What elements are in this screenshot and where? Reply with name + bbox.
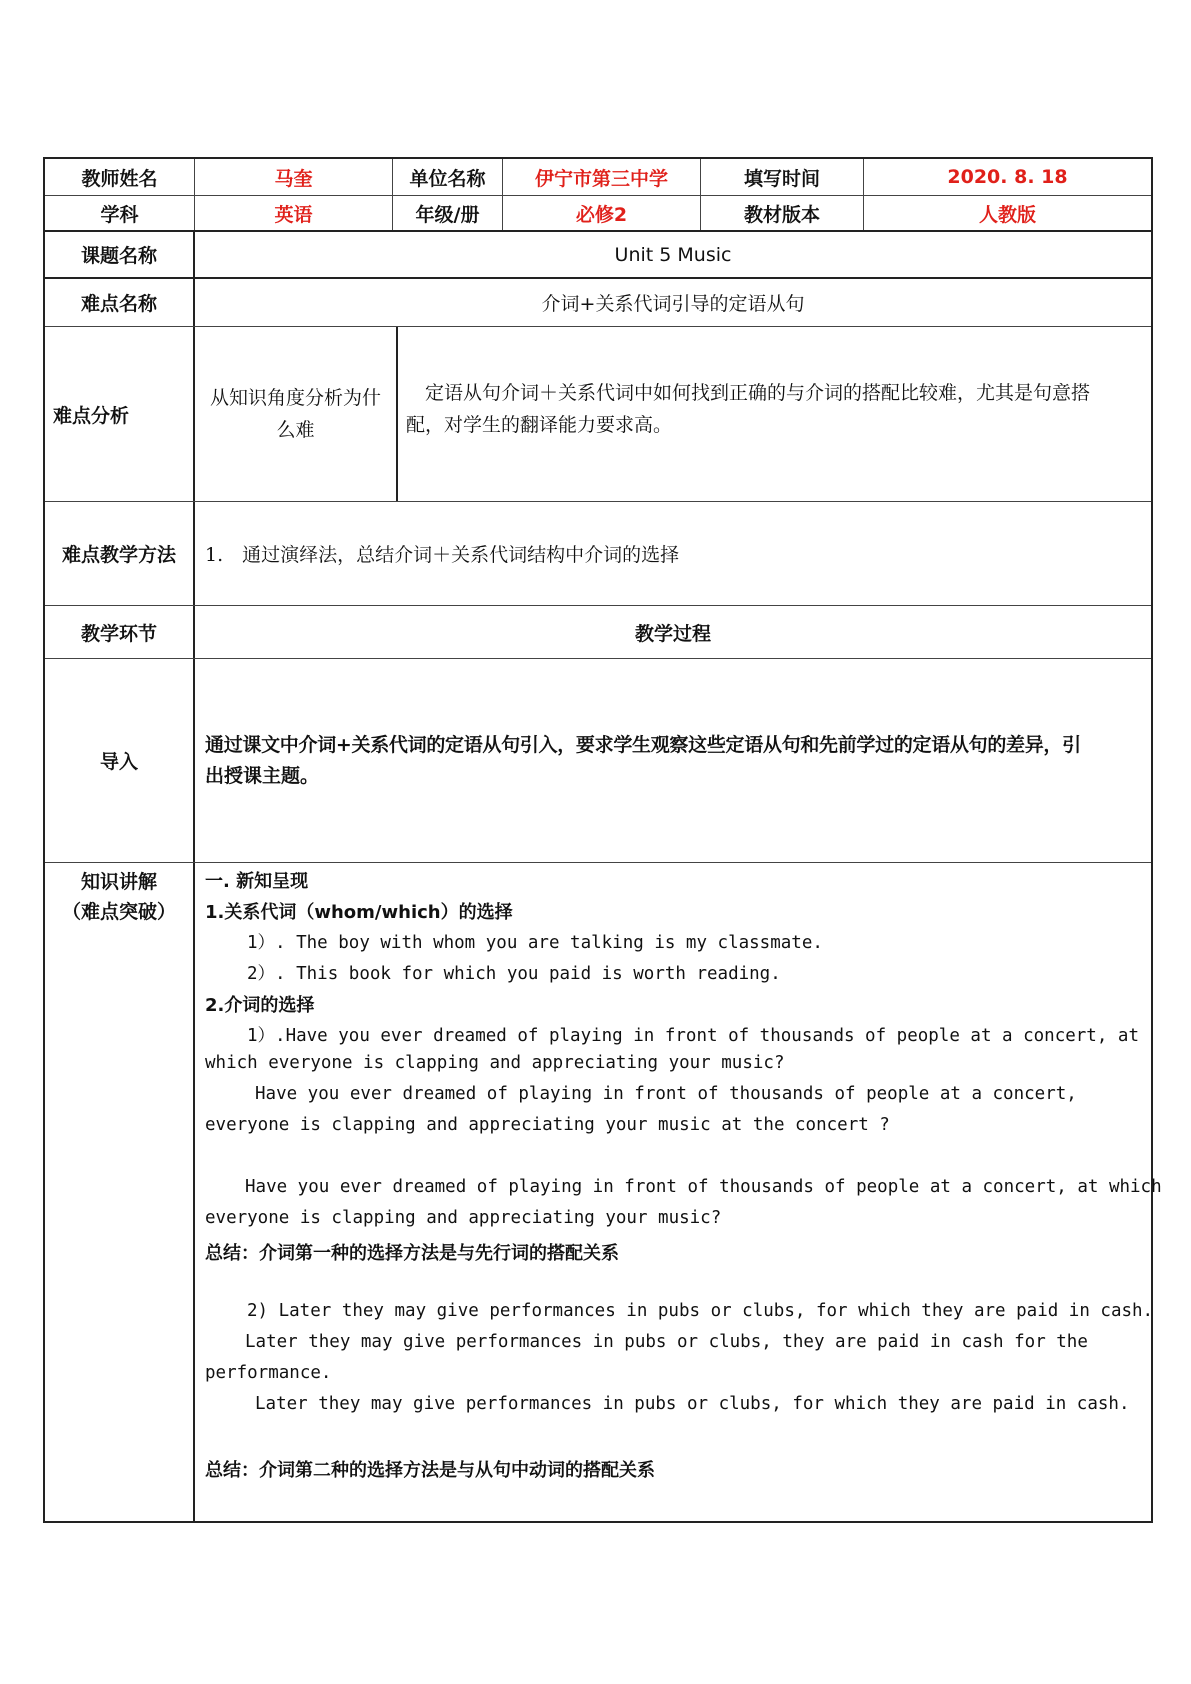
method-label: 难点教学方法 — [45, 502, 195, 605]
analysis-sub-label-line1: 从知识角度分析为什 — [209, 387, 381, 409]
analysis-sub-label — [195, 327, 398, 501]
example-line: everyone is clapping and appreciating your music at the concert ? — [205, 1115, 890, 1135]
edition-label: 教材版本 — [701, 196, 864, 230]
difficulty-value: 介词+关系代词引导的定语从句 — [541, 293, 805, 315]
method-row — [45, 502, 1151, 606]
process-row — [45, 606, 1151, 659]
example-line: 2）. This book for which you paid is worth reading. — [247, 964, 781, 984]
analysis-text — [398, 327, 1151, 501]
edition-value: 人教版 — [978, 203, 1036, 226]
knowledge-label — [45, 863, 195, 1521]
knowledge-label-line2: （难点突破） — [61, 901, 176, 923]
example-line: 2) Later they may give performances in pubs or clubs, for which they are paid in cash. — [247, 1301, 1154, 1321]
analysis-text-line1: 定语从句介词＋关系代词中如何找到正确的与介词的搭配比较难，尤其是句意搭 — [406, 382, 1091, 404]
method-value: 1. 通过演绎法，总结介词＋关系代词结构中介词的选择 — [205, 544, 680, 566]
teacher-label: 教师姓名 — [45, 159, 195, 195]
analysis-label: 难点分析 — [45, 327, 195, 501]
example-line: 1）. The boy with whom you are talking is my classmate. — [247, 933, 823, 953]
subheading-relative-pronoun: 1.关系代词（whom/which）的选择 — [205, 902, 513, 923]
process-label: 教学环节 — [45, 606, 195, 658]
subject-label: 学科 — [45, 196, 195, 230]
knowledge-content — [195, 863, 1162, 1521]
intro-label: 导入 — [45, 659, 195, 862]
time-value: 2020. 8. 18 — [947, 166, 1068, 188]
summary-2: 总结：介词第二种的选择方法是与从句中动词的搭配关系 — [205, 1460, 655, 1481]
example-line: 1）.Have you ever dreamed of playing in front of thousands of people at a concert, at — [247, 1026, 1139, 1046]
unit-value: 伊宁市第三中学 — [503, 159, 701, 195]
unit-label: 单位名称 — [393, 159, 503, 195]
intro-row — [45, 659, 1151, 863]
analysis-sub-label-line2: 么难 — [276, 419, 315, 441]
process-value: 教学过程 — [634, 622, 711, 645]
grade-label: 年级/册 — [393, 196, 503, 230]
example-line: Later they may give performances in pubs or clubs, they are paid in cash for the — [245, 1332, 1088, 1352]
lesson-plan-table — [43, 157, 1162, 1523]
teacher-value: 马奎 — [195, 159, 393, 195]
subject-value: 英语 — [195, 196, 393, 230]
header-row-1 — [45, 159, 1151, 196]
example-line: Have you ever dreamed of playing in front of thousands of people at a concert, at which — [245, 1177, 1162, 1197]
example-line: which everyone is clapping and appreciating your music? — [205, 1053, 785, 1073]
intro-text — [195, 659, 1151, 862]
topic-value: Unit 5 Music — [614, 243, 732, 266]
knowledge-label-line1: 知识讲解 — [80, 871, 157, 893]
example-line: everyone is clapping and appreciating your music? — [205, 1208, 722, 1228]
analysis-text-line2: 配，对学生的翻译能力要求高。 — [406, 414, 673, 436]
time-label: 填写时间 — [701, 159, 864, 195]
example-line: Have you ever dreamed of playing in front of thousands of people at a concert, — [255, 1084, 1077, 1104]
summary-1: 总结：介词第一种的选择方法是与先行词的搭配关系 — [205, 1243, 619, 1264]
topic-row — [45, 232, 1151, 279]
section-heading: 一. 新知呈现 — [205, 871, 309, 892]
difficulty-row — [45, 279, 1151, 327]
example-line: performance. — [205, 1363, 332, 1383]
subheading-preposition: 2.介词的选择 — [205, 995, 315, 1016]
example-line: Later they may give performances in pubs or clubs, for which they are paid in cash. — [255, 1394, 1130, 1414]
header-row-2 — [45, 196, 1151, 232]
intro-line1: 通过课文中介词+关系代词的定语从句引入，要求学生观察这些定语从句和先前学过的定语从句的差异，引 — [205, 733, 1081, 756]
intro-line2: 出授课主题。 — [205, 764, 320, 787]
analysis-row — [45, 327, 1151, 502]
topic-label: 课题名称 — [45, 232, 195, 277]
knowledge-row — [45, 863, 1162, 1521]
grade-value: 必修2 — [503, 196, 701, 230]
difficulty-label: 难点名称 — [45, 279, 195, 326]
